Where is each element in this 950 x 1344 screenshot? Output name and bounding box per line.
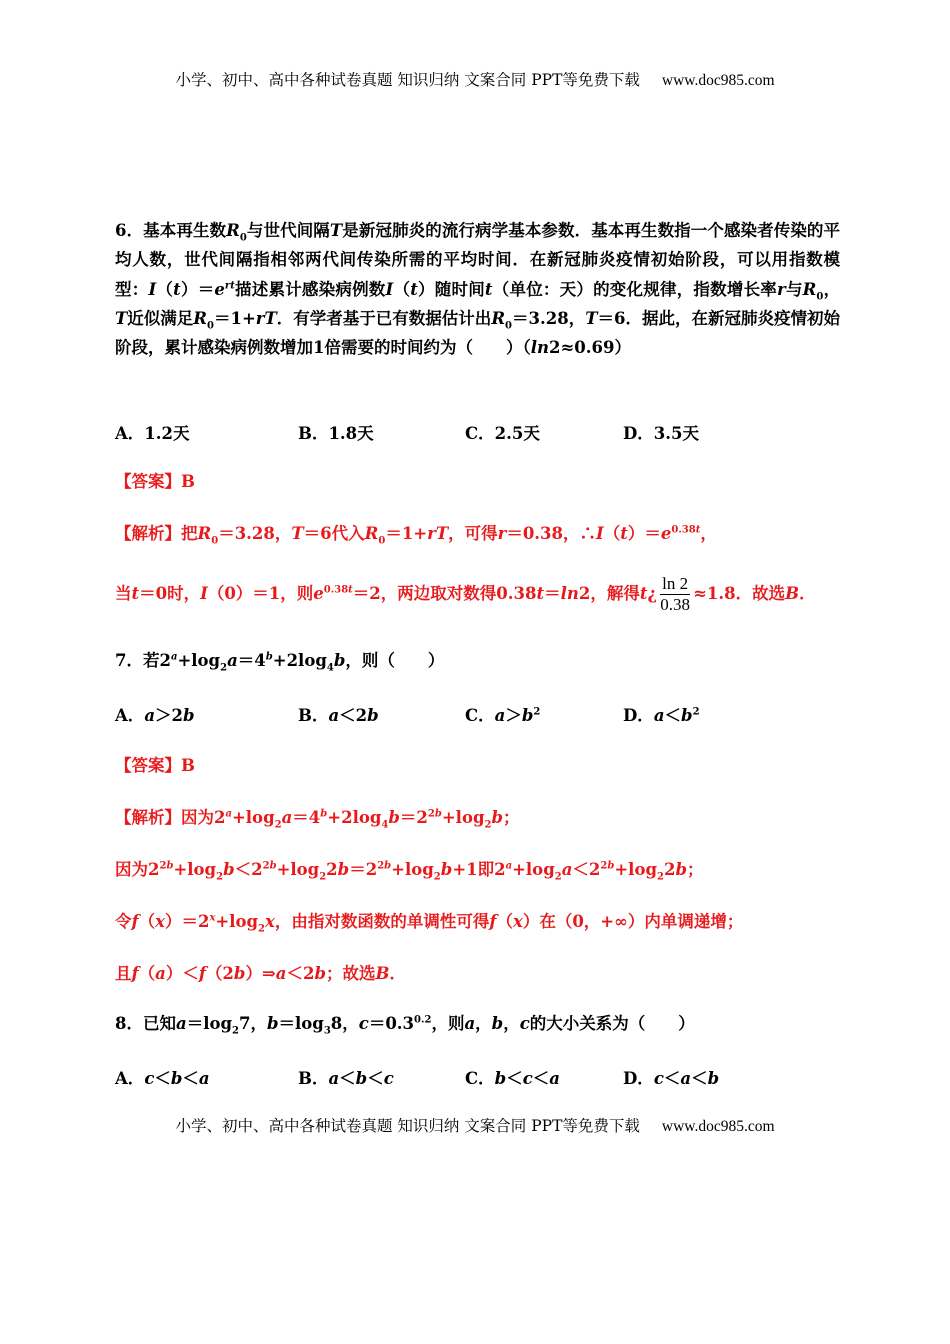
q7-option-d: D．$a<b^2$ [623, 706, 700, 725]
q7-solution-1: 【解析】因为$2^a+\log_2a=4^b+2\log_4b=2^{2b}+\log_2b$； [115, 808, 520, 831]
q6-option-c: C．2.5天 [465, 424, 540, 443]
q7-option-b: B．a＜2b [298, 706, 379, 725]
q6-solution-2: 当t＝0时，I（0）＝1，则$e^{0.38t}=2$，两边取对数得0.38t＝ln2，解得t¿ $\frac{\ln 2}{0.38}$ ≈1.8．故选B． [115, 574, 816, 614]
q6-answer: 【答案】B [115, 472, 195, 491]
page-header [0, 68, 950, 90]
q7-answer: 【答案】B [115, 756, 195, 775]
q6-solution-1: 【解析】把$R_0=3.28$，T＝6代入$R_0=1+rT$，可得r＝0.38，$\therefore I(t)=e^{0.38t}$， [115, 524, 717, 547]
q7-stem: 7．若$2^a+\log_2a=4^b+2\log_4b$，则（ ） [115, 651, 445, 674]
q6-option-b: B．1.8天 [298, 424, 374, 443]
fraction-numerator: ln 2 [662, 574, 689, 593]
q6-option-a: A．1.2天 [115, 424, 190, 443]
header-text: 小学、初中、高中各种试卷真题 知识归纳 文案合同 PPT等免费下载 [175, 71, 640, 89]
footer-site: www.doc985.com [661, 1118, 775, 1135]
header-site: www.doc985.com [661, 72, 775, 89]
q7-option-a: A．a＞2b [115, 706, 195, 725]
q6-option-d: D．3.5天 [623, 424, 700, 443]
fraction-denominator: 0.38 [660, 595, 690, 614]
footer-text: 小学、初中、高中各种试卷真题 知识归纳 文案合同 PPT等免费下载 [175, 1117, 640, 1135]
q7-option-c: C．$a>b^2$ [465, 706, 541, 725]
q7-solution-3: 令$f(x)=2^x+\log_2x$，由指对数函数的单调性可得f（x）在（0，+∞）内单调递增； [115, 912, 744, 935]
page-footer [0, 1114, 950, 1136]
q7-solution-4: 且f（a）＜f（2b）⇒a＜2b；故选B． [115, 964, 406, 983]
q8-option-a: A．c＜b＜a [115, 1069, 210, 1088]
q8-option-c: C．b＜c＜a [465, 1069, 560, 1088]
q6-stem: 6．基本再生数$R_0$与世代间隔T是新冠肺炎的流行病学基本参数．基本再生数指一个感染者传染的平均人数，世代间隔指相邻两代间传染所需的平均时间．在新冠肺炎疫情初始阶段，可以用指数模型：$I(t)=e^{rt}$描述累计感染病例数I（t）随时间t（单位：天）的变化规律，指数增长率r与$R_0$，T近似满足$R_0=1+rT$．有学者基于已有数据估计出$R_0=3.28$，T＝6．据此，在新冠肺炎疫情初始阶段，累计感染病例数增加1倍需要的时间约为（ ）（ln2≈0.69） [115, 221, 841, 358]
q8-stem: 8．已知$a=\log_27$，$b=\log_38$，$c=0.3^{0.2}$，则a，b，c的大小关系为（ ） [115, 1014, 695, 1037]
q8-option-d: D．c＜a＜b [623, 1069, 720, 1088]
q7-solution-2: 因为$2^{2b}+\log_2b<2^{2b}+\log_22b=2^{2b}+\log_2b+1$即$2^a+\log_2a<2^{2b}+\log_22b$； [115, 860, 704, 883]
fraction-ln2-over-038 [660, 574, 690, 615]
q8-option-b: B．a＜b＜c [298, 1069, 394, 1088]
